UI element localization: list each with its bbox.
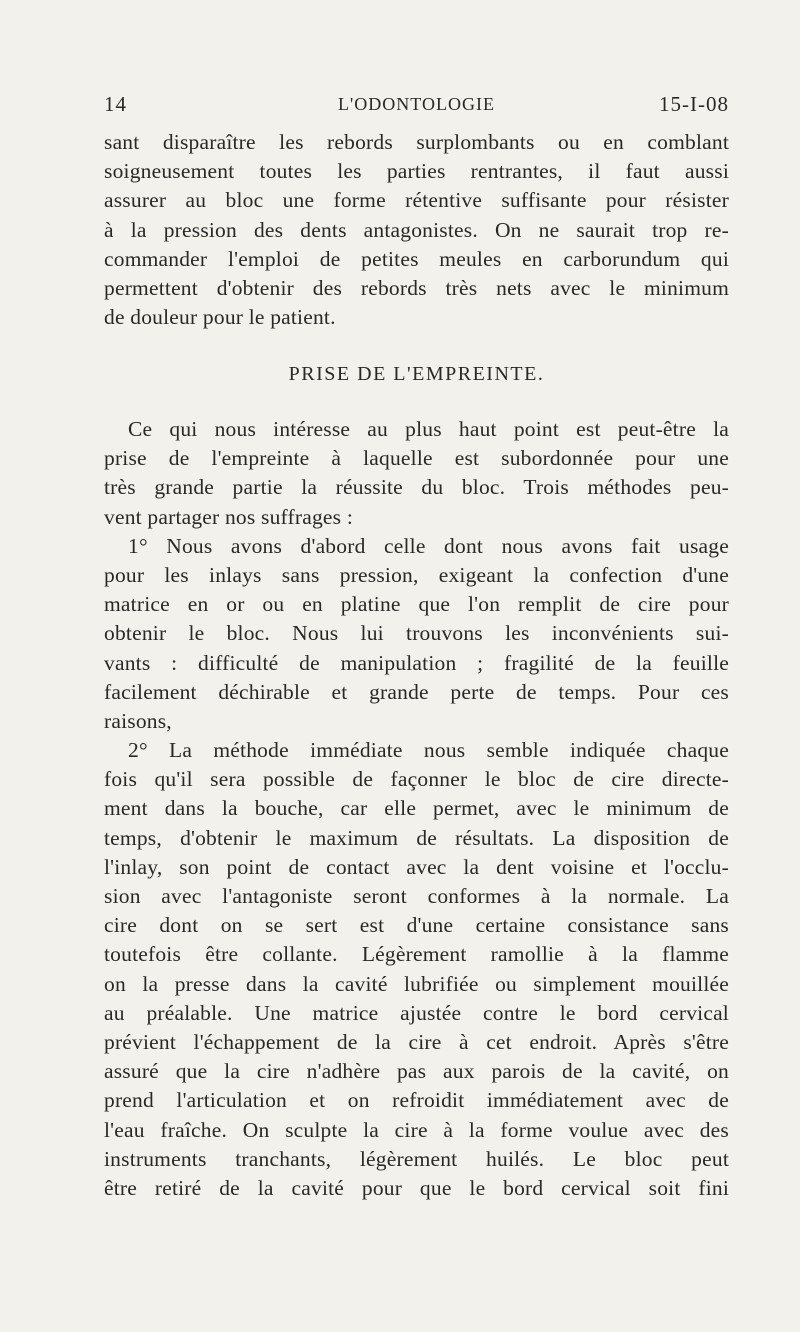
text-line: obtenir le bloc. Nous lui trouvons les inconvénients sui- [104, 621, 729, 646]
text-line: sant disparaître les rebords surplombants ou en comblant [104, 130, 729, 154]
text-line: assuré que la cire n'adhère pas aux parois de la cavité, on [104, 1059, 729, 1084]
text-line: matrice en or ou en platine que l'on remplit de cire pour [104, 592, 729, 617]
text-line: prise de l'empreinte à laquelle est subordonnée pour une [104, 446, 729, 471]
text-line: raisons, [104, 708, 172, 733]
text-line: facilement déchirable et grande perte de temps. Pour ces [104, 679, 729, 704]
text-line: au préalable. Une matrice ajustée contre le bord cervical [104, 1000, 729, 1025]
text-line: assurer au bloc une forme rétentive suffisante pour résister [104, 188, 729, 213]
text-line: vants : difficulté de manipulation ; fragilité de la feuille [104, 650, 729, 675]
text-line: l'eau fraîche. On sculpte la cire à la forme voulue avec des [104, 1117, 729, 1142]
text-line: vent partager nos suffrages : [104, 504, 353, 529]
text-line: toutefois être collante. Légèrement ramollie à la flamme [104, 942, 729, 967]
text-line: pour les inlays sans pression, exigeant la confection d'une [104, 562, 729, 587]
text-line: de douleur pour le patient. [104, 305, 336, 330]
journal-title: L'ODONTOLOGIE [338, 94, 495, 114]
text-line: être retiré de la cavité pour que le bord cervical soit fini [104, 1175, 729, 1200]
text-line: prévient l'échappement de la cire à cet endroit. Après s'être [104, 1029, 729, 1054]
text-line: à la pression des dents antagonistes. On ne saurait trop re- [104, 217, 729, 242]
text-line: cire dont on se sert est d'une certaine consistance sans [104, 913, 729, 938]
running-head [104, 92, 729, 122]
text-line: instruments tranchants, légèrement huilés. Le bloc peut [104, 1146, 729, 1171]
text-line: 2° La méthode immédiate nous semble indiquée chaque [128, 738, 729, 763]
paragraph-continuation [104, 128, 729, 332]
text-line: prend l'articulation et on refroidit immédiatement avec de [104, 1088, 729, 1113]
text-line: soigneusement toutes les parties rentrantes, il faut aussi [104, 159, 729, 184]
issue-date: 15-I-08 [659, 92, 729, 116]
text-line: fois qu'il sera possible de façonner le bloc de cire directe- [104, 767, 729, 792]
text-line: ment dans la bouche, car elle permet, avec le minimum de [104, 796, 729, 821]
text-line: l'inlay, son point de contact avec la dent voisine et l'occlu- [104, 854, 729, 879]
text-line: temps, d'obtenir le maximum de résultats. La disposition de [104, 825, 729, 850]
section-heading: PRISE DE L'EMPREINTE. [288, 363, 545, 385]
text-line: 1° Nous avons d'abord celle dont nous avons fait usage [128, 533, 729, 558]
paragraph-body [104, 415, 729, 1203]
text-line: sion avec l'antagoniste seront conformes à la normale. La [104, 884, 729, 908]
text-line: permettent d'obtenir des rebords très nets avec le minimum [104, 275, 729, 300]
text-line: Ce qui nous intéresse au plus haut point est peut-être la [128, 417, 729, 441]
text-line: on la presse dans la cavité lubrifiée ou simplement mouillée [104, 971, 729, 996]
page-number: 14 [104, 92, 127, 116]
text-line: commander l'emploi de petites meules en carborundum qui [104, 246, 729, 271]
text-line: très grande partie la réussite du bloc. Trois méthodes peu- [104, 475, 729, 500]
